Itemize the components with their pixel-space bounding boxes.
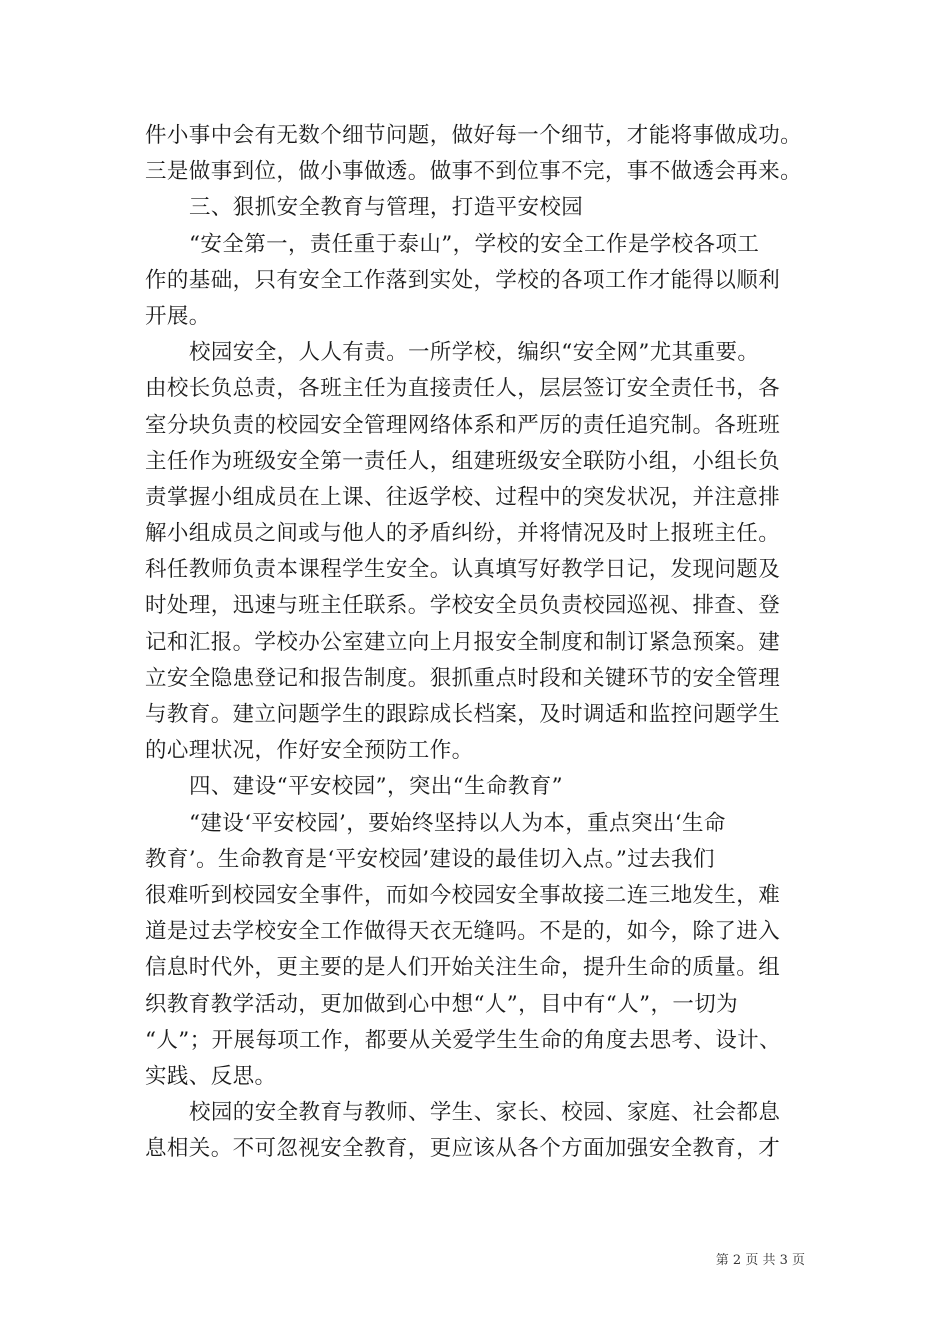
text-line: 立安全隐患登记和报告制度。狠抓重点时段和关键环节的安全管理 bbox=[145, 665, 781, 691]
text-line: 室分块负责的校园安全管理网络体系和严厉的责任追究制。各班班 bbox=[145, 412, 781, 438]
text-line: 解小组成员之间或与他人的矛盾纠纷，并将情况及时上报班主任。 bbox=[145, 521, 781, 547]
text-line: 责掌握小组成员在上课、往返学校、过程中的突发状况，并注意排 bbox=[145, 484, 781, 510]
text-line: “安全第一，责任重于泰山”，学校的安全工作是学校各项工 bbox=[189, 231, 760, 257]
text-line: 开展。 bbox=[145, 303, 211, 329]
text-line: 记和汇报。学校办公室建立向上月报安全制度和制订紧急预案。建 bbox=[145, 629, 781, 655]
text-line: 实践、反思。 bbox=[145, 1063, 277, 1089]
text-line: 息相关。不可忽视安全教育，更应该从各个方面加强安全教育，才 bbox=[145, 1136, 781, 1162]
text-line: 校园安全，人人有责。一所学校，编织“安全网”尤其重要。 bbox=[189, 340, 760, 366]
text-line: 道是过去学校安全工作做得天衣无缝吗。不是的，如今，除了进入 bbox=[145, 919, 781, 945]
text-line: “人”；开展每项工作，都要从关爱学生生命的角度去思考、设计、 bbox=[145, 1027, 781, 1053]
text-line: 主任作为班级安全第一责任人，组建班级安全联防小组，小组长负 bbox=[145, 448, 781, 474]
text-line: 件小事中会有无数个细节问题，做好每一个细节，才能将事做成功。 bbox=[145, 123, 803, 148]
text-line: 信息时代外，更主要的是人们开始关注生命，提升生命的质量。组 bbox=[145, 955, 781, 981]
page-number: 第 2 页 共 3 页 bbox=[715, 1253, 805, 1268]
section-heading-4: 四、建设“平安校园”，突出“生命教育” bbox=[189, 774, 564, 800]
section-heading-3: 三、狠抓安全教育与管理，打造平安校园 bbox=[189, 195, 584, 221]
text-line: 科任教师负责本课程学生安全。认真填写好教学日记，发现问题及 bbox=[145, 557, 781, 583]
text-line: 的心理状况，作好安全预防工作。 bbox=[145, 738, 474, 764]
text-line: 时处理，迅速与班主任联系。学校安全员负责校园巡视、排查、登 bbox=[145, 593, 781, 619]
text-line: 教育’。生命教育是‘平安校园’建设的最佳切入点。”过去我们 bbox=[145, 846, 715, 872]
text-line: 很难听到校园安全事件，而如今校园安全事故接二连三地发生，难 bbox=[145, 882, 781, 908]
text-line: “建设‘平安校园’，要始终坚持以人为本，重点突出‘生命 bbox=[189, 810, 726, 836]
text-line: 作的基础，只有安全工作落到实处，学校的各项工作才能得以顺利 bbox=[145, 267, 781, 293]
text-line: 与教育。建立问题学生的跟踪成长档案，及时调适和监控问题学生 bbox=[145, 702, 781, 727]
text-line: 校园的安全教育与教师、学生、家长、校园、家庭、社会都息 bbox=[189, 1100, 781, 1126]
body-text bbox=[145, 118, 825, 1167]
text-line: 由校长负总责，各班主任为直接责任人，层层签订安全责任书，各 bbox=[145, 376, 781, 402]
text-line: 三是做事到位，做小事做透。做事不到位事不完，事不做透会再来。 bbox=[145, 159, 803, 185]
text-line: 织教育教学活动，更加做到心中想“人”，目中有“人”，一切为 bbox=[145, 991, 739, 1017]
